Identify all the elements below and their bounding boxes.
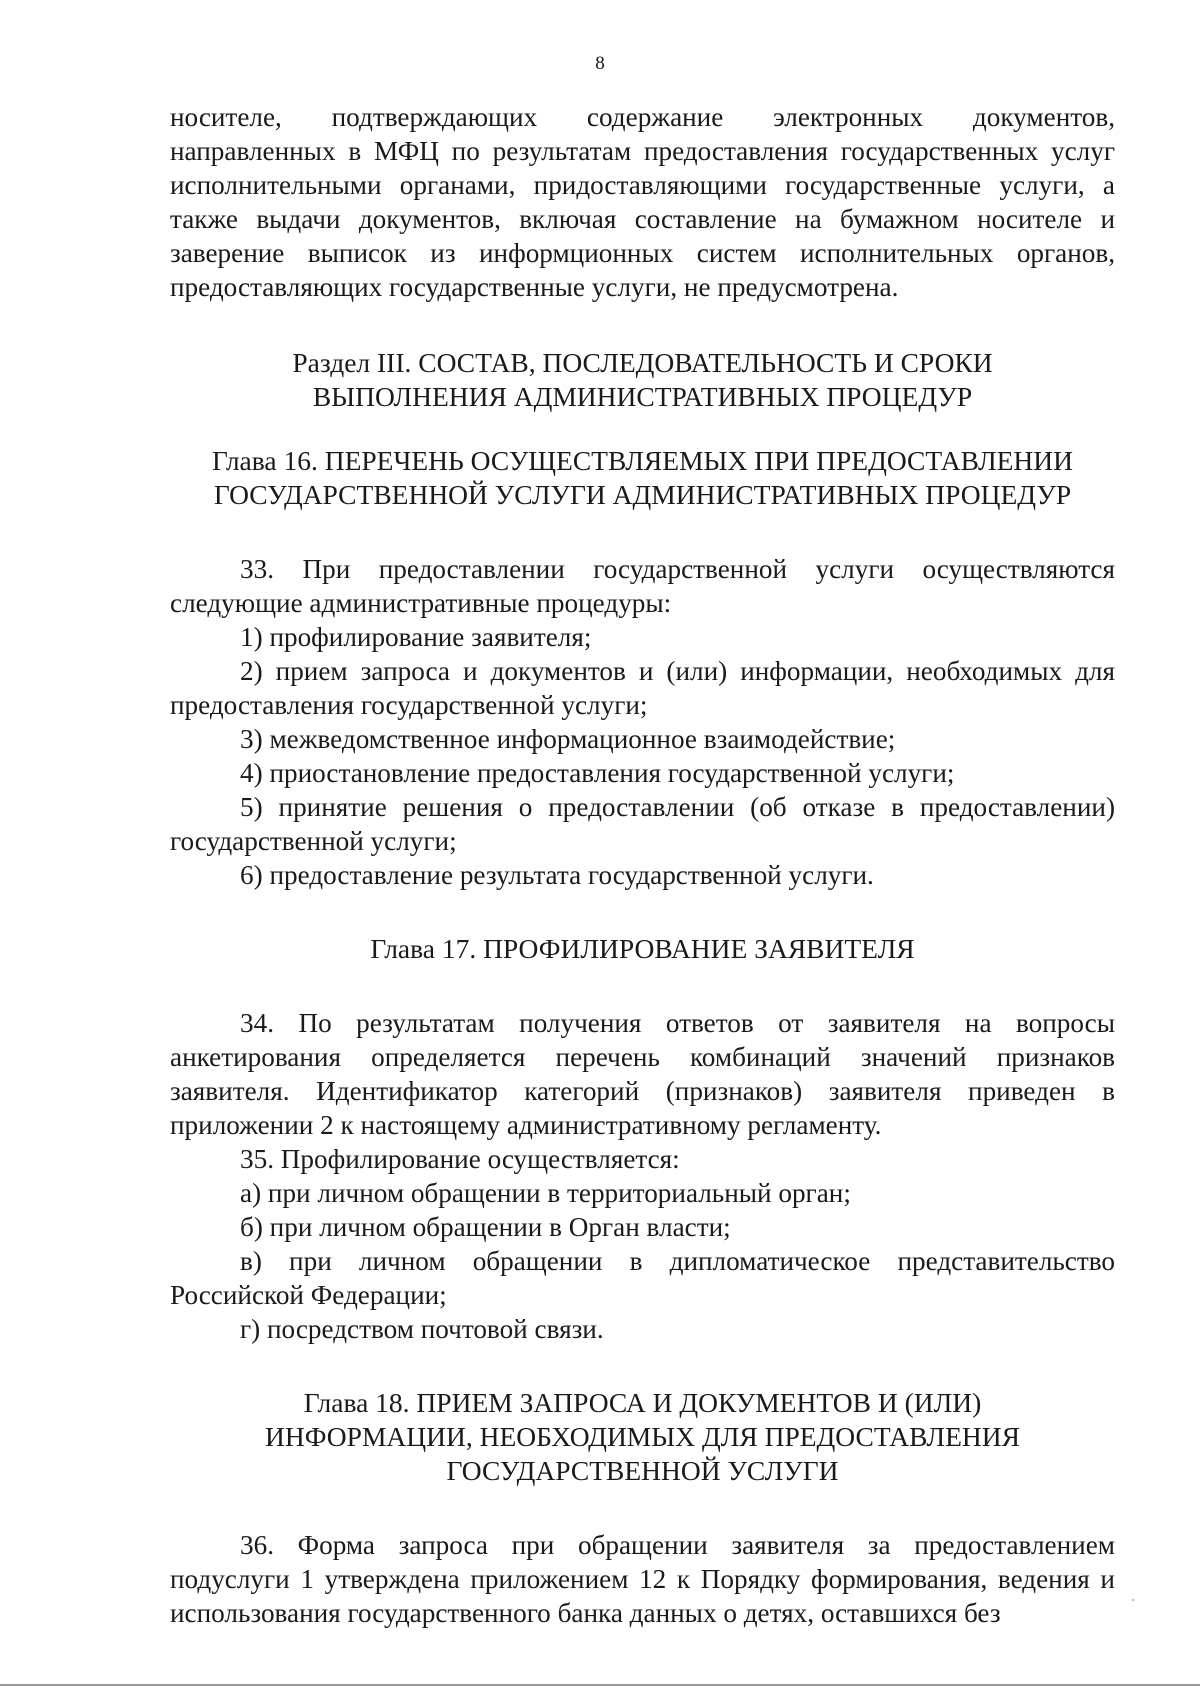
list-item-33-3: 3) межведомственное информационное взаимодействие; [240, 724, 896, 754]
scan-bottom-edge [0, 1684, 1200, 1686]
spacer [170, 1346, 1115, 1386]
paragraph-33: 33. При предоставлении государственной услуги осуществляются следующие административные процедуры: [170, 554, 1115, 618]
scan-speck [1132, 1599, 1134, 1601]
paragraph-36: 36. Форма запроса при обращении заявителя за предоставлением подуслуги 1 утверждена приложением 12 к Порядку формирования, ведения и использования государственного банка данных о детях, оставшихся без [170, 1530, 1115, 1628]
page-number: 8 [595, 53, 605, 74]
list-item-35-b: б) при личном обращении в Орган власти; [240, 1212, 731, 1242]
intro-paragraph: носителе, подтверждающих содержание электронных документов, направленных в МФЦ по результатам предоставления государственных услуг исполнительными органами, придоставляющими государственные услуги, а также выдачи документов, включая составление на бумажном носителе и заверение выписок из информционных систем исполнительных органов, предоставляющих государственные услуги, не предусмотрена. [170, 102, 1115, 302]
list-item-35-v: в) при личном обращении в дипломатическое представительство Российской Федерации; [170, 1246, 1115, 1310]
list-item-33-4: 4) приостановление предоставления государственной услуги; [240, 758, 955, 788]
chapter-17-heading: Глава 17. ПРОФИЛИРОВАНИЕ ЗАЯВИТЕЛЯ [370, 933, 915, 964]
list-item-33-6: 6) предоставление результата государственной услуги. [240, 860, 874, 890]
list-item-33-2: 2) прием запроса и документов и (или) информации, необходимых для предоставления государственной услуги; [170, 656, 1115, 720]
spacer [170, 414, 1115, 444]
spacer [170, 966, 1115, 1006]
section-heading: Раздел III. СОСТАВ, ПОСЛЕДОВАТЕЛЬНОСТЬ И СРОКИ ВЫПОЛНЕНИЯ АДМИНИСТРАТИВНЫХ ПРОЦЕДУР [292, 347, 993, 412]
chapter-16-heading: Глава 16. ПЕРЕЧЕНЬ ОСУЩЕСТВЛЯЕМЫХ ПРИ ПРЕДОСТАВЛЕНИИ ГОСУДАРСТВЕННОЙ УСЛУГИ АДМИНИСТРАТИВНЫХ ПРОЦЕДУР [212, 445, 1073, 510]
list-item-33-1: 1) профилирование заявителя; [240, 622, 592, 652]
paragraph-35: 35. Профилирование осуществляется: [240, 1144, 680, 1174]
document-body [170, 100, 1115, 1630]
chapter-18-heading: Глава 18. ПРИЕМ ЗАПРОСА И ДОКУМЕНТОВ И (ИЛИ) ИНФОРМАЦИИ, НЕОБХОДИМЫХ ДЛЯ ПРЕДОСТАВЛЕНИЯ ГОСУДАРСТВЕННОЙ УСЛУГИ [265, 1387, 1020, 1486]
spacer [170, 1488, 1115, 1528]
list-item-35-g: г) посредством почтовой связи. [240, 1314, 604, 1344]
list-item-35-a: а) при личном обращении в территориальный орган; [240, 1178, 851, 1208]
list-item-33-5: 5) принятие решения о предоставлении (об отказе в предоставлении) государственной услуги; [170, 792, 1115, 856]
spacer [170, 512, 1115, 552]
paragraph-34: 34. По результатам получения ответов от заявителя на вопросы анкетирования определяется перечень комбинаций значений признаков заявителя. Идентификатор категорий (признаков) заявителя приведен в приложении 2 к настоящему административному регламенту. [170, 1008, 1115, 1140]
spacer [170, 892, 1115, 932]
spacer [170, 304, 1115, 346]
